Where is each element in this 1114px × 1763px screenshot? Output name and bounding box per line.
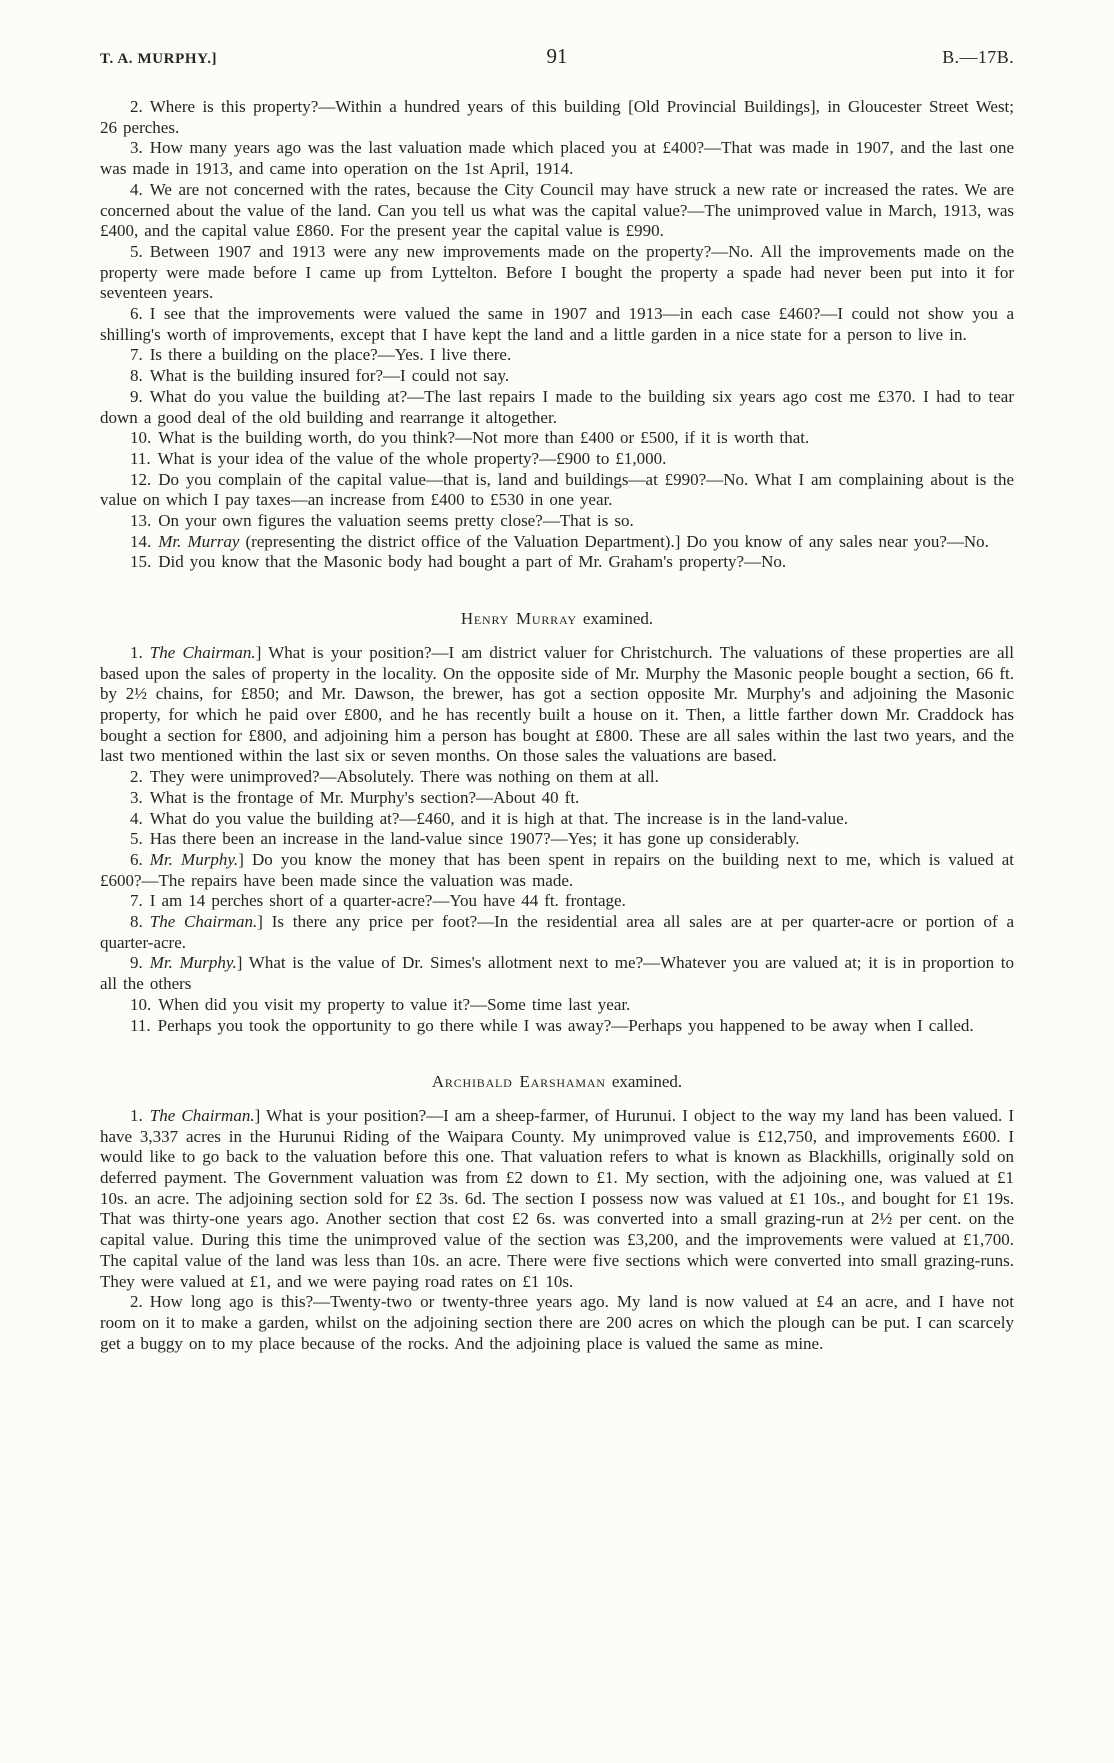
qa-text: ] What is your position?—I am a sheep-farmer, of Hurunui. I object to the way my land has been valued. I have 3,337 acres in the Hurunui Riding of the Waipara County. My unimproved value is £12,750, and improvements £600. I would like to go back to the valuation before this one. That valuation refers to what is known as Blackhills, originally sold on deferred payment. The Government valuation was from £2 down to £1. My section, with the adjoining one, was valued at £1 10s. an acre. The adjoining section sold for £2 3s. 6d. The section I possess now was valued at £1 10s., and bought for £1 19s. That was thirty-one years ago. Another section that cost £2 6s. was converted into a small grazing-run at 2½ per cent. on the capital value. During this time the unimproved value of the section was £3,200, and the improvements were valued at £1,700. The capital value of the land was less than 10s. an acre. There were five sections which were converted into small grazing-runs. They were valued at £1, and we were paying road rates on £1 10s.: [100, 1105, 1014, 1291]
qa-paragraph: [100, 912, 1014, 953]
qa-paragraph: [100, 1292, 1014, 1354]
qa-text: Do you complain of the capital value—that is, land and buildings—at £990?—No. What I am complaining about is the value on which I pay taxes—an increase from £400 to £530 in one year.: [100, 469, 1014, 510]
qa-text: I am 14 perches short of a quarter-acre?—You have 44 ft. frontage.: [149, 891, 626, 911]
qa-text: We are not concerned with the rates, because the City Council may have struck a new rate or increased the rates. We are concerned about the value of the land. Can you tell us what was the capital value?—The unimproved value in March, 1913, was £400, and the capital value £860. For the present year the capital value is £990.: [100, 179, 1014, 241]
speaker-name: The Chairman.: [149, 642, 256, 662]
qa-text: ] Do you know the money that has been spent in repairs on the building next to me, which is valued at £600?—The repairs have been made since the valuation was made.: [100, 849, 1015, 890]
qa-paragraph: [100, 366, 1014, 387]
qa-text: What do you value the building at?—The last repairs I made to the building six years ago cost me £370. I had to tear down a good deal of the old building and rearrange it altogether.: [100, 386, 1014, 427]
question-number: 10.: [130, 994, 152, 1014]
question-number: 3.: [130, 138, 143, 158]
speaker-name: Mr. Murphy.: [149, 849, 239, 869]
qa-paragraph: [100, 891, 1014, 912]
question-number: 4.: [130, 179, 143, 199]
question-number: 12.: [130, 469, 152, 489]
question-number: 7.: [130, 891, 143, 911]
running-header: [100, 44, 1014, 69]
question-number: 10.: [130, 428, 152, 448]
qa-paragraph: [100, 995, 1014, 1016]
question-number: 3.: [130, 787, 143, 807]
qa-paragraph: [100, 242, 1014, 304]
qa-paragraph: [100, 643, 1014, 767]
qa-paragraph: [100, 449, 1014, 470]
qa-paragraph: [100, 180, 1014, 242]
qa-paragraph: [100, 850, 1014, 891]
qa-text: (representing the district office of the Valuation Department).] Do you know of any sales near you?—No.: [239, 531, 989, 551]
question-number: 2.: [130, 97, 143, 116]
question-number: 15.: [130, 552, 152, 572]
question-number: 7.: [130, 345, 143, 365]
question-number: 9.: [130, 386, 143, 406]
qa-paragraph: [100, 345, 1014, 366]
page-number: 91: [546, 44, 568, 68]
question-number: 6.: [130, 304, 143, 324]
qa-text: What do you value the building at?—£460, and it is high at that. The increase is in the land-value.: [149, 808, 848, 828]
question-number: 2.: [130, 767, 143, 787]
qa-text: What is the building insured for?—I could not say.: [149, 366, 510, 386]
speaker-name: Mr. Murray: [158, 531, 240, 551]
qa-text: ] What is your position?—I am district valuer for Christchurch. The valuations of these properties are all based upon the sales of property in the locality. On the opposite side of Mr. Murphy the Masonic people bought a section, 66 ft. by 2½ chains, for £850; and Mr. Dawson, the brewer, has got a section opposite Mr. Murphy's and adjoining the Masonic property, for which he paid over £800, and he has recently built a house on it. Then, a little farther down Mr. Craddock has bought a section for £800, and adjoining him a person has bought at £800. These are all sales within the last two years, and the last two mentioned within the last six or seven months. On those sales the valuations are based.: [100, 642, 1014, 766]
question-number: 11.: [130, 1015, 151, 1035]
witness-name: Henry Murray: [460, 609, 577, 629]
qa-paragraph: [100, 387, 1014, 428]
question-number: 1.: [130, 1105, 143, 1125]
qa-text: Has there been an increase in the land-value since 1907?—Yes; it has gone up considerably.: [149, 829, 800, 849]
qa-text: Perhaps you took the opportunity to go there while I was away?—Perhaps you happened to be away when I called.: [157, 1015, 974, 1035]
qa-paragraph: [100, 829, 1014, 850]
qa-paragraph: [100, 809, 1014, 830]
question-number: 14.: [130, 531, 152, 551]
qa-paragraph: [100, 1106, 1014, 1292]
qa-paragraph: [100, 788, 1014, 809]
witness-name: Archibald Earshaman: [431, 1072, 606, 1092]
question-number: 4.: [130, 808, 143, 828]
qa-text: ] What is the value of Dr. Simes's allotment next to me?—Whatever you are valued at; it is in proportion to all the others: [100, 953, 1014, 994]
qa-paragraph: [100, 1016, 1014, 1037]
speaker-name: Mr. Murphy.: [149, 953, 237, 973]
section-heading: [100, 609, 1014, 630]
question-number: 5.: [130, 829, 143, 849]
question-number: 13.: [130, 511, 152, 531]
qa-paragraph: [100, 97, 1014, 138]
question-number: 2.: [130, 1292, 143, 1312]
document-body: [100, 97, 1014, 1354]
qa-text: I see that the improvements were valued the same in 1907 and 1913—in each case £460?—I could not show you a shilling's worth of improvements, except that I have kept the land and a little garden in a nice state for a person to live in.: [100, 304, 1014, 344]
qa-text: What is your idea of the value of the whole property?—£900 to £1,000.: [157, 448, 667, 468]
qa-text: Is there a building on the place?—Yes. I live there.: [149, 345, 512, 365]
qa-text: How long ago is this?—Twenty-two or twenty-three years ago. My land is now valued at £4 an acre, and I have not room on it to make a garden, whilst on the adjoining section there are 200 acres on which the plough can be put. I can scarcely get a buggy on to my place because of the rocks. And the adjoining place is valued the same as mine.: [100, 1292, 1014, 1353]
speaker-name: The Chairman.: [149, 1105, 255, 1125]
paper-reference: B.—17B.: [942, 47, 1015, 67]
qa-paragraph: [100, 767, 1014, 788]
question-number: 5.: [130, 241, 143, 261]
qa-text: What is the frontage of Mr. Murphy's section?—About 40 ft.: [149, 787, 580, 807]
qa-paragraph: [100, 138, 1014, 179]
question-number: 6.: [130, 849, 143, 869]
qa-paragraph: [100, 511, 1014, 532]
qa-text: They were unimproved?—Absolutely. There was nothing on them at all.: [149, 767, 659, 787]
qa-text: On your own figures the valuation seems pretty close?—That is so.: [158, 511, 634, 531]
question-number: 11.: [130, 448, 151, 468]
question-number: 8.: [130, 366, 143, 386]
witness-reference: T. A. MURPHY.]: [100, 51, 218, 67]
question-number: 1.: [130, 642, 143, 662]
qa-paragraph: [100, 552, 1014, 573]
qa-text: Did you know that the Masonic body had bought a part of Mr. Graham's property?—No.: [158, 552, 787, 572]
speaker-name: The Chairman.: [149, 912, 258, 932]
qa-paragraph: [100, 532, 1014, 553]
qa-paragraph: [100, 304, 1014, 345]
section-heading: [100, 1072, 1014, 1093]
qa-text: Where is this property?—Within a hundred years of this building [Old Provincial Buildings], in Gloucester Street West; 26 perches.: [100, 97, 1014, 137]
qa-text: How many years ago was the last valuation made which placed you at £400?—That was made in 1907, and the last one was made in 1913, and came into operation on the 1st April, 1914.: [100, 138, 1014, 179]
qa-text: When did you visit my property to value it?—Some time last year.: [158, 994, 631, 1014]
qa-paragraph: [100, 428, 1014, 449]
heading-suffix: examined.: [576, 609, 654, 629]
heading-suffix: examined.: [605, 1072, 683, 1092]
page-content: [100, 44, 1014, 1354]
qa-paragraph: [100, 470, 1014, 511]
qa-paragraph: [100, 953, 1014, 994]
question-number: 9.: [130, 953, 143, 973]
qa-text: ] Is there any price per foot?—In the residential area all sales are at per quarter-acre or portion of a quarter-acre.: [100, 912, 1015, 952]
qa-text: What is the building worth, do you think?—Not more than £400 or £500, if it is worth that.: [158, 428, 810, 448]
qa-text: Between 1907 and 1913 were any new improvements made on the property?—No. All the improvements made on the property were made before I came up from Lyttelton. Before I bought the property a spade had never been put into it for seventeen years.: [100, 241, 1014, 303]
question-number: 8.: [130, 912, 143, 932]
